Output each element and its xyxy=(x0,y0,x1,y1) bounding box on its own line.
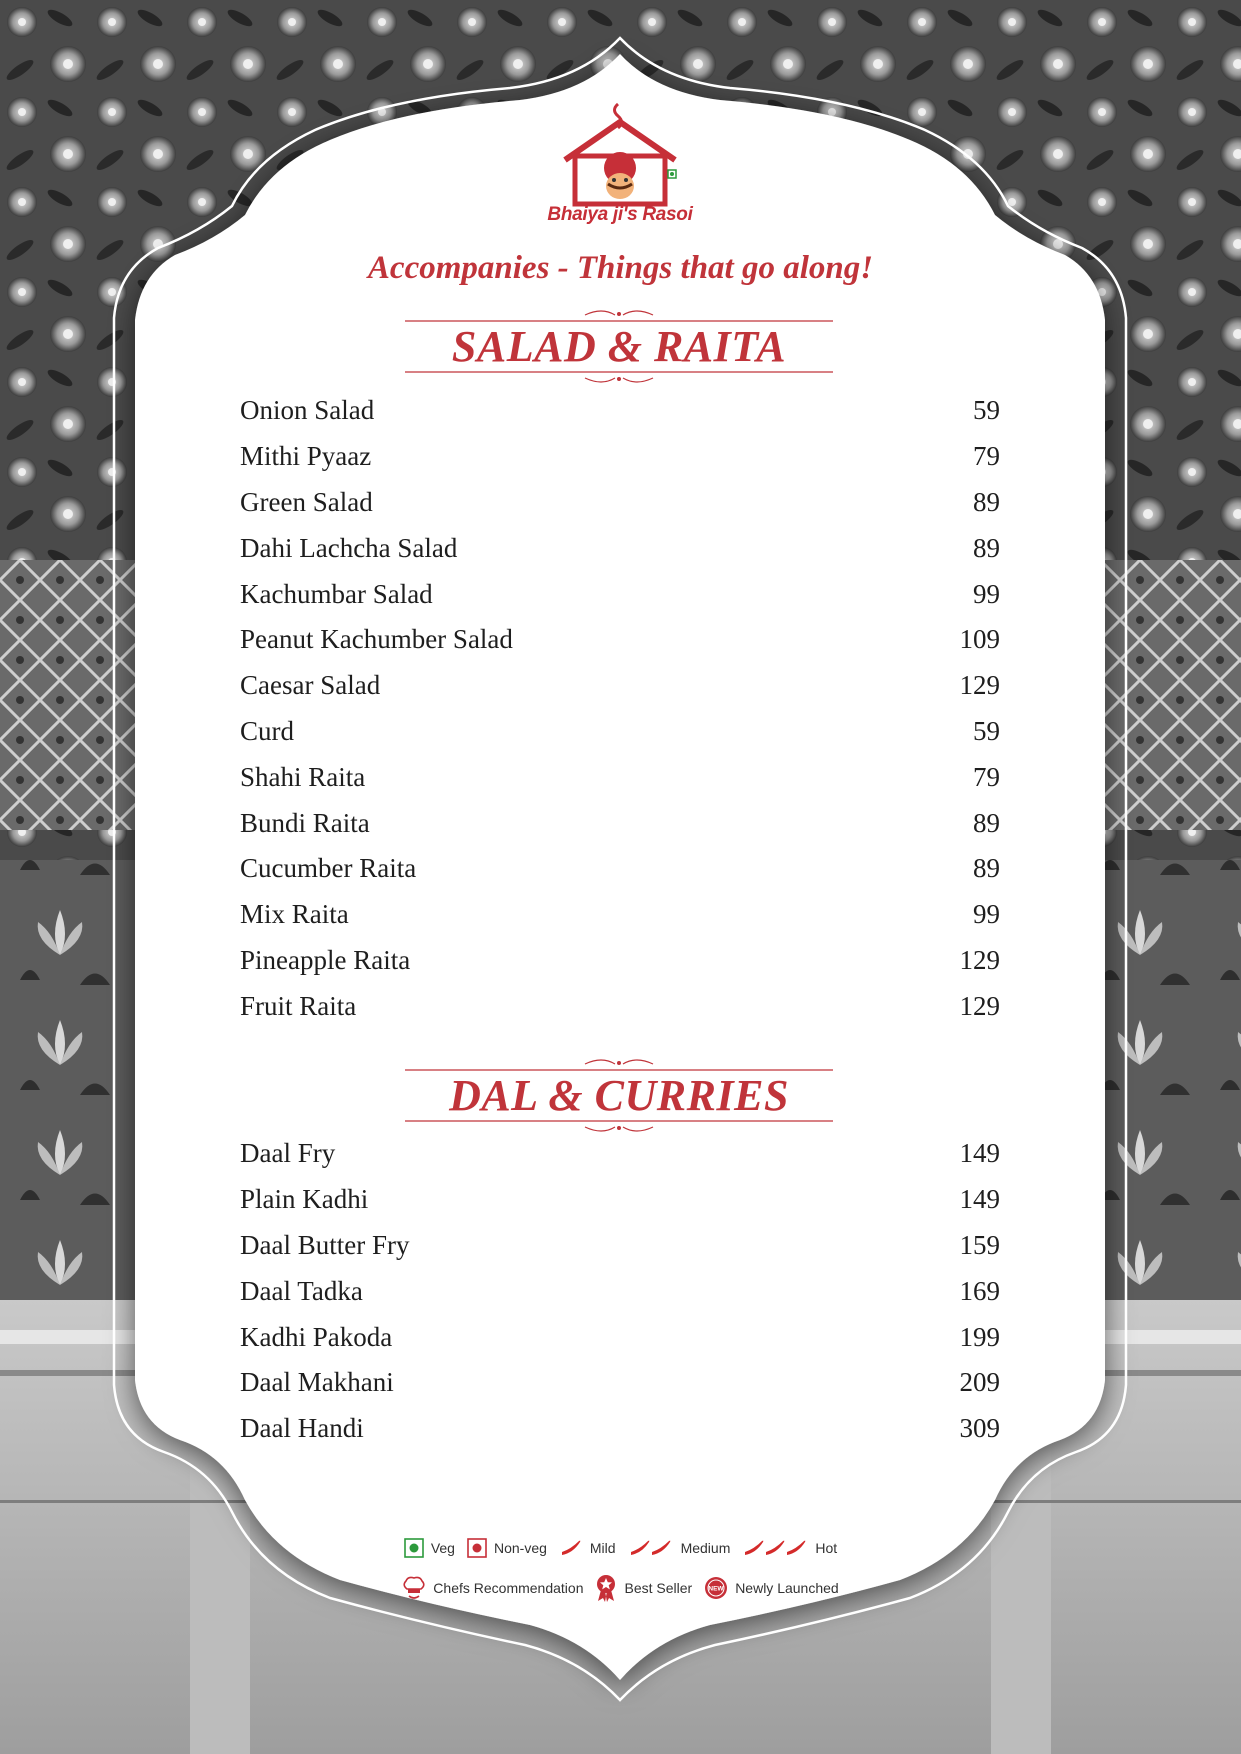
item-name: Daal Handi xyxy=(240,1413,364,1444)
menu-item xyxy=(240,1223,1000,1269)
item-price: 149 xyxy=(959,1184,1000,1215)
item-price: 89 xyxy=(973,853,1000,884)
three-chili-icon xyxy=(742,1539,808,1557)
legend-hot xyxy=(742,1539,837,1557)
item-name: Curd xyxy=(240,715,294,746)
menu-item xyxy=(240,800,1000,846)
item-price: 159 xyxy=(959,1229,1000,1260)
item-price: 59 xyxy=(973,395,1000,426)
menu-item xyxy=(240,571,1000,617)
item-name: Daal Makhani xyxy=(240,1367,394,1398)
dal-curries-list xyxy=(240,1131,1000,1452)
legend-mild xyxy=(559,1539,616,1557)
item-price: 109 xyxy=(959,624,1000,655)
item-price: 89 xyxy=(973,486,1000,517)
non-veg-icon xyxy=(467,1538,487,1558)
item-name: Daal Fry xyxy=(240,1138,336,1169)
item-price: 199 xyxy=(959,1321,1000,1352)
item-name: Pineapple Raita xyxy=(240,944,411,975)
veg-icon xyxy=(404,1538,424,1558)
item-price: 129 xyxy=(959,990,1000,1021)
legend-chefs-recommendation-label: Chefs Recommendation xyxy=(433,1580,584,1596)
legend-hot-label: Hot xyxy=(815,1540,838,1556)
item-price: 99 xyxy=(973,899,1000,930)
menu-item xyxy=(240,525,1000,571)
legend-newly-launched xyxy=(704,1576,839,1600)
item-name: Cucumber Raita xyxy=(240,853,417,884)
legend-row-diet-spice xyxy=(300,1538,941,1558)
item-name: Mithi Pyaaz xyxy=(240,441,372,472)
item-price: 169 xyxy=(959,1275,1000,1306)
page-tagline: Accompanies - Things that go along! xyxy=(367,250,874,286)
section-title: DAL & CURRIES xyxy=(449,1071,789,1120)
section-header-salad-raita xyxy=(405,305,833,385)
item-name: Onion Salad xyxy=(240,395,375,426)
menu-item xyxy=(240,1360,1000,1406)
menu-item xyxy=(240,617,1000,663)
legend-non-veg xyxy=(467,1538,547,1558)
menu-item xyxy=(240,388,1000,434)
item-price: 149 xyxy=(959,1138,1000,1169)
legend-chefs-recommendation xyxy=(402,1575,583,1601)
item-name: Shahi Raita xyxy=(240,761,366,792)
legend-medium xyxy=(628,1539,731,1557)
item-price: 209 xyxy=(959,1367,1000,1398)
item-price: 79 xyxy=(973,761,1000,792)
item-name: Daal Butter Fry xyxy=(240,1229,410,1260)
menu-item xyxy=(240,709,1000,755)
item-price: 99 xyxy=(973,578,1000,609)
legend-medium-label: Medium xyxy=(680,1540,731,1556)
item-name: Green Salad xyxy=(240,486,373,517)
menu-item xyxy=(240,1268,1000,1314)
item-name: Kachumbar Salad xyxy=(240,578,433,609)
menu-item xyxy=(240,1406,1000,1452)
item-name: Caesar Salad xyxy=(240,670,381,701)
item-name: Daal Tadka xyxy=(240,1275,363,1306)
menu-item xyxy=(240,983,1000,1029)
item-name: Dahi Lachcha Salad xyxy=(240,532,458,563)
menu-item xyxy=(240,480,1000,526)
item-name: Peanut Kachumber Salad xyxy=(240,624,513,655)
award-ribbon-icon xyxy=(595,1574,617,1602)
section-header-dal-curries xyxy=(405,1054,833,1134)
legend-mild-label: Mild xyxy=(589,1540,616,1556)
legend-newly-launched-label: Newly Launched xyxy=(735,1580,839,1596)
salad-raita-list xyxy=(240,388,1000,1029)
item-name: Mix Raita xyxy=(240,899,349,930)
two-chili-icon xyxy=(628,1539,674,1557)
legend-best-seller-label: Best Seller xyxy=(624,1580,693,1596)
menu-item xyxy=(240,892,1000,938)
brand-name: Bhaiya ji's Rasoi xyxy=(547,204,693,225)
chef-hat-icon xyxy=(402,1575,426,1601)
menu-item xyxy=(240,434,1000,480)
item-price: 79 xyxy=(973,441,1000,472)
menu-item xyxy=(240,846,1000,892)
legend-row-badges xyxy=(300,1574,941,1602)
menu-item xyxy=(240,1131,1000,1177)
item-price: 89 xyxy=(973,807,1000,838)
chili-icon xyxy=(559,1539,583,1557)
new-badge-icon xyxy=(704,1576,728,1600)
section-title: SALAD & RAITA xyxy=(451,322,787,371)
menu-item xyxy=(240,754,1000,800)
menu-item xyxy=(240,938,1000,984)
new-badge-text: NEW xyxy=(708,1585,724,1593)
item-name: Fruit Raita xyxy=(240,990,357,1021)
item-price: 129 xyxy=(959,670,1000,701)
legend-non-veg-label: Non-veg xyxy=(493,1540,547,1556)
menu-item xyxy=(240,663,1000,709)
legend-best-seller xyxy=(595,1574,692,1602)
item-name: Bundi Raita xyxy=(240,807,370,838)
item-name: Kadhi Pakoda xyxy=(240,1321,393,1352)
item-price: 309 xyxy=(959,1413,1000,1444)
menu-item xyxy=(240,1177,1000,1223)
legend-veg-label: Veg xyxy=(430,1540,455,1556)
item-price: 89 xyxy=(973,532,1000,563)
item-name: Plain Kadhi xyxy=(240,1184,369,1215)
item-price: 129 xyxy=(959,944,1000,975)
menu-item xyxy=(240,1314,1000,1360)
legend-veg xyxy=(404,1538,455,1558)
item-price: 59 xyxy=(973,715,1000,746)
